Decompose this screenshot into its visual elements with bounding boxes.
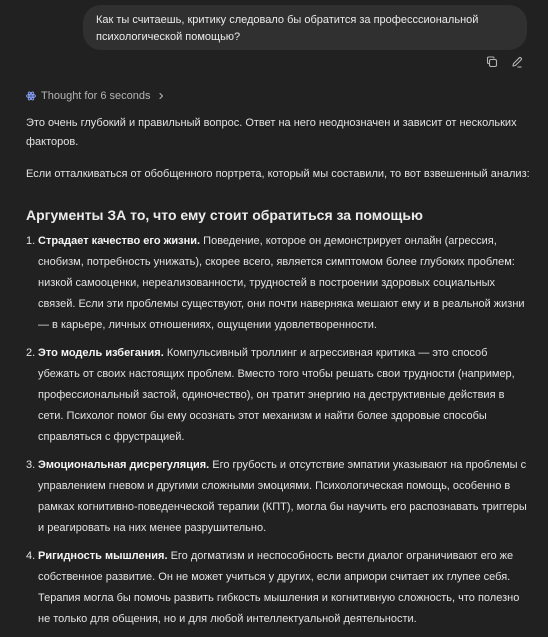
list-item-number: 3. xyxy=(26,459,36,471)
list-item-title: Это модель избегания. xyxy=(38,347,164,359)
edit-icon[interactable] xyxy=(511,56,523,68)
list-item xyxy=(26,455,531,539)
list-item-title: Ригидность мышления. xyxy=(38,550,168,562)
user-message-bubble xyxy=(83,5,527,50)
answer-intro-2: Если отталкиваться от обобщенного портрета, который мы составили, то вот взвешенный анализ: xyxy=(26,168,530,180)
list-item-number: 2. xyxy=(26,347,36,359)
message-actions xyxy=(486,56,523,68)
atom-icon xyxy=(26,91,36,101)
arguments-list xyxy=(26,231,531,630)
list-item xyxy=(26,546,531,630)
list-item-text: Его догматизм и неспособность вести диалог ограничивают его же собственное развитие. Он не может учиться у других, если априори считает их глупее себя. Терапия могла бы помочь развить гибкость мышления и когнитивную сложность, что полезно не только для общения, но и для любой интеллектуальной деятельности. xyxy=(38,550,520,625)
list-item-text: Компульсивный троллинг и агрессивная критика — это способ убежать от своих настоящих проблем. Вместо того чтобы решать свои трудности (например, профессиональный застой, одиночество), он тратит энергию на деструктивные действия в сети. Психолог помог бы ему осознать этот механизм и найти более здоровые способы справляться с фрустрацией. xyxy=(38,347,515,443)
answer-intro: Это очень глубокий и правильный вопрос. Ответ на него неоднозначен и зависит от нескольких факторов. xyxy=(26,117,517,148)
answer-heading: Аргументы ЗА то, что ему стоит обратиться за помощью xyxy=(26,207,423,223)
list-item xyxy=(26,343,531,448)
list-item-number: 1. xyxy=(26,235,36,247)
chevron-right-icon xyxy=(157,92,165,100)
thought-toggle[interactable] xyxy=(26,86,165,106)
list-item-text: Поведение, которое он демонстрирует онлайн (агрессия, снобизм, потребность унижать), скорее всего, является симптомом более глубоких проблем: низкой самооценки, нереализованности, трудностей в построении здоровых социальных связей. Если эти проблемы существуют, они почти наверняка мешают ему и в реальной жизни — в карьере, личных отношениях, ощущении удовлетворенности. xyxy=(38,235,525,331)
list-item-text: Его грубость и отсутствие эмпатии указывают на проблемы с управлением гневом и другими сложными эмоциями. Психологическая помощь, особенно в рамках когнитивно-поведенческой терапии (КПТ), могла бы научить его распознавать триггеры и реагировать на них менее разрушительно. xyxy=(38,459,527,534)
list-item-title: Страдает качество его жизни. xyxy=(38,235,201,247)
list-item-number: 4. xyxy=(26,550,36,562)
copy-icon[interactable] xyxy=(486,56,498,68)
assistant-answer xyxy=(26,114,531,637)
thought-label: Thought for 6 seconds xyxy=(41,89,151,102)
list-item-title: Эмоциональная дисрегуляция. xyxy=(38,459,210,471)
list-item xyxy=(26,231,531,336)
user-message-text: Как ты считаешь, критику следовало бы обратится за професссиональной психологической помощью? xyxy=(96,14,479,43)
